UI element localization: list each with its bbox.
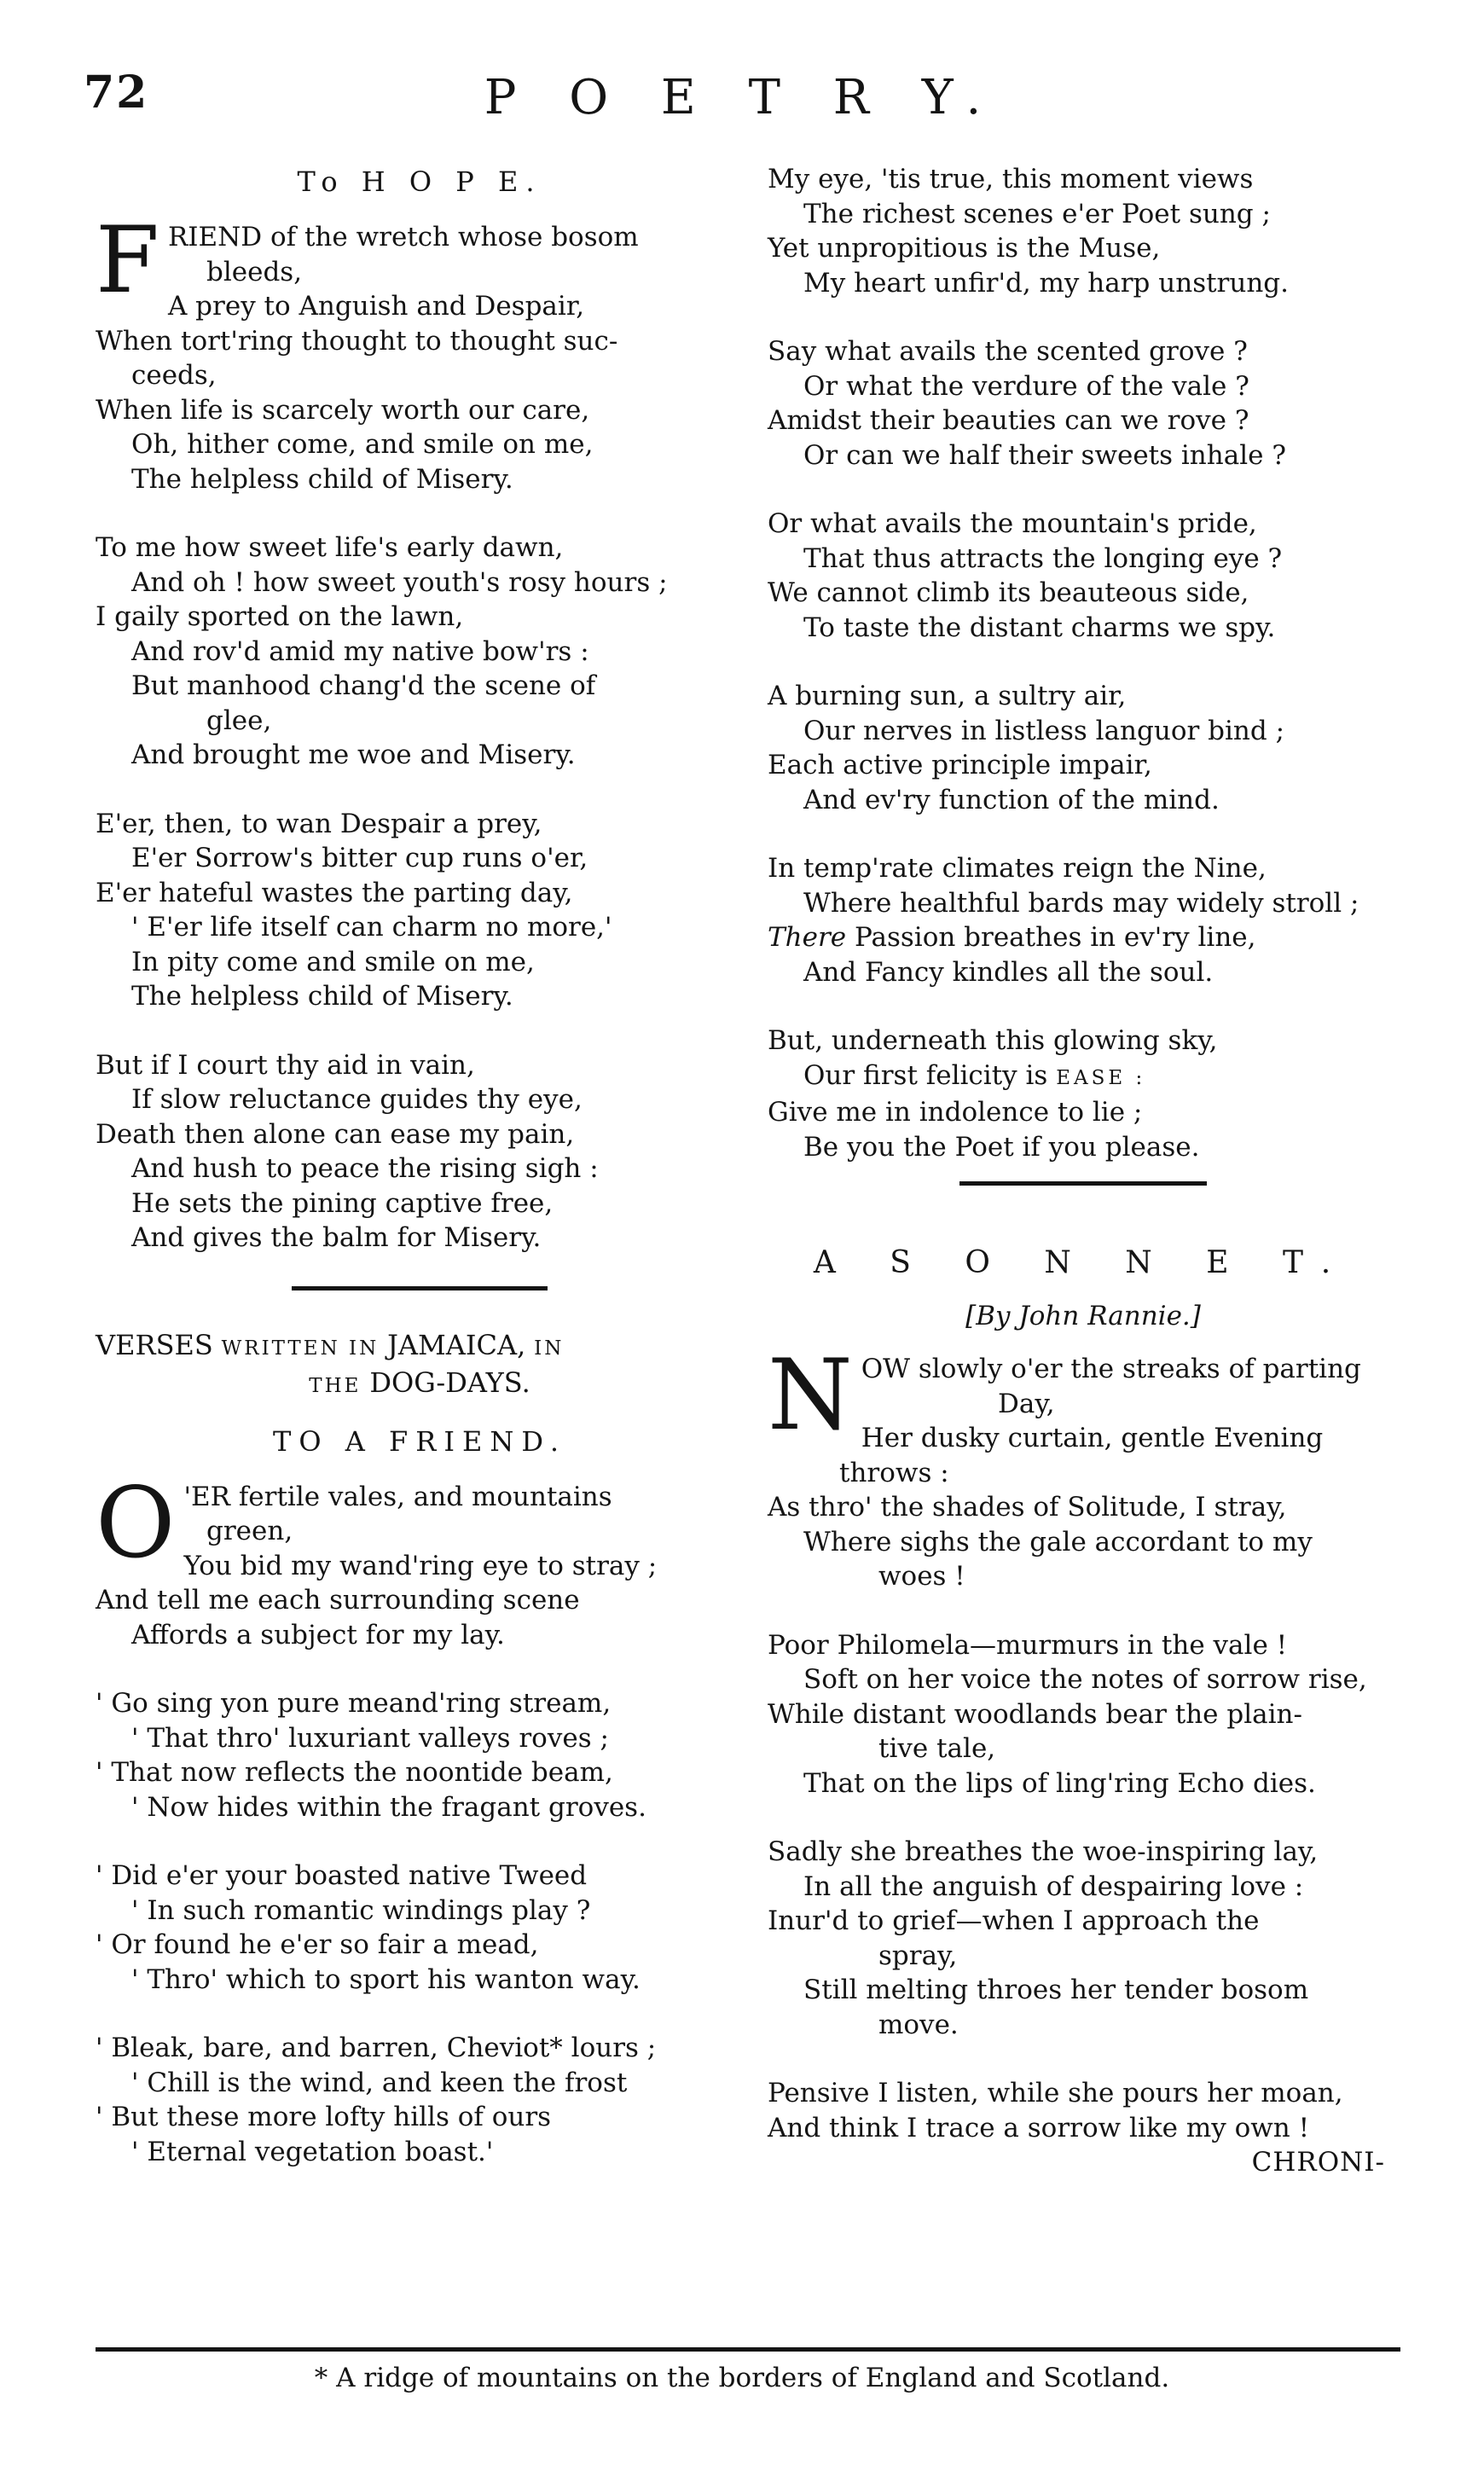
stanza	[768, 2076, 1399, 2180]
poem-line: Pensive I listen, while she pours her moan,	[768, 2078, 1343, 2108]
poem-line: If slow reluctance guides thy eye,	[131, 1084, 583, 1115]
poem-line: Give me in indolence to lie ;	[768, 1097, 1143, 1128]
poem-line: While distant woodlands bear the plain-	[768, 1698, 1302, 1730]
poem-line: ' Bleak, bare, and barren, Cheviot* lours ;	[96, 2033, 657, 2063]
catchword: CHRONI-	[1251, 2147, 1385, 2178]
poem-line: You bid my wand'ring eye to stray ;	[183, 1550, 658, 1581]
poem-line: Day,	[998, 1388, 1055, 1419]
poem-line: Soft on her voice the notes of sorrow rise,	[803, 1664, 1367, 1695]
poem-line: The richest scenes e'er Poet sung ;	[803, 198, 1271, 229]
stanza-gap	[768, 1801, 1399, 1835]
poem-line: bleeds,	[206, 256, 303, 287]
poem-line: OW slowly o'er the streaks of parting	[861, 1354, 1361, 1384]
poem-line: Oh, hither come, and smile on me,	[131, 429, 594, 460]
poem-line: In temp'rate climates reign the Nine,	[768, 853, 1267, 884]
sonnet-title: A S O N N E T.	[813, 1245, 1354, 1280]
poem-line: My heart unfir'd, my harp unstrung.	[803, 267, 1290, 299]
stanza	[96, 1048, 744, 1256]
poem-line: ' Thro' which to sport his wanton way.	[131, 1963, 641, 1995]
poem-line	[768, 1058, 1399, 1096]
poem-line: E'er Sorrow's bitter cup runs o'er,	[131, 843, 588, 873]
poem-line: Amidst their beauties can we rove ?	[768, 405, 1249, 436]
stanza	[96, 807, 744, 1014]
poem-line: That on the lips of ling'ring Echo dies.	[803, 1767, 1316, 1799]
poem-line: In pity come and smile on me,	[131, 946, 535, 977]
poem-line: A prey to Anguish and Despair,	[167, 291, 585, 322]
stanza-gap	[768, 300, 1399, 334]
line-start: Our first felicity is	[803, 1059, 1048, 1091]
verses-title	[96, 1328, 744, 1403]
poem-line: ' Eternal vegetation boast.'	[131, 2136, 494, 2167]
poem-line: And tell me each surrounding scene	[96, 1585, 580, 1615]
poem-line: glee,	[206, 705, 272, 736]
poem-line: And rov'd amid my native bow'rs :	[131, 635, 589, 667]
jamaica-poem-part2	[768, 162, 1399, 1164]
poem-line: And hush to peace the rising sigh :	[131, 1153, 599, 1184]
poem-line: Her dusky curtain, gentle Evening	[861, 1423, 1324, 1453]
line-remainder: Passion breathes in ev'ry line,	[855, 922, 1256, 953]
to-hope-title: To H O P E.	[297, 165, 542, 198]
stanza	[96, 1686, 744, 1824]
poem-line: Our nerves in listless languor bind ;	[803, 715, 1285, 746]
stanza	[768, 507, 1399, 645]
poem-line: To me how sweet life's early dawn,	[96, 532, 564, 563]
stanza	[768, 1024, 1399, 1164]
right-column	[768, 162, 1399, 2180]
poem-line: ' E'er life itself can charm no more,'	[131, 912, 612, 942]
poem-line: He sets the pining captive free,	[131, 1187, 554, 1219]
section-divider	[292, 1286, 548, 1290]
poem-line: Or what the verdure of the vale ?	[803, 370, 1249, 402]
stanza	[768, 162, 1399, 300]
verses-title-word: IN	[534, 1337, 565, 1360]
poem-line: When tort'ring thought to thought suc-	[96, 325, 618, 357]
poem-line: woes !	[878, 1561, 965, 1592]
poem-line: Inur'd to grief—when I approach the	[768, 1905, 1260, 1936]
poem-line: throws :	[839, 1457, 949, 1488]
poem-line: ' Go sing yon pure meand'ring stream,	[96, 1688, 612, 1719]
stanza	[768, 1835, 1399, 2042]
poem-line: And brought me woe and Misery.	[131, 740, 576, 770]
poem-line: Yet unpropitious is the Muse,	[768, 233, 1161, 264]
verses-title-word: WRITTEN IN	[221, 1337, 380, 1360]
page-number: 72	[84, 67, 149, 119]
stanza-gap	[96, 773, 744, 807]
poem-line: To taste the distant charms we spy.	[803, 612, 1276, 643]
poem-line: And Fancy kindles all the soul.	[803, 956, 1214, 988]
poem-line: Or can we half their sweets inhale ?	[803, 439, 1286, 471]
stanza-gap	[768, 473, 1399, 507]
verses-title-word: JAMAICA,	[387, 1328, 526, 1361]
poem-line: 'ER fertile vales, and mountains	[183, 1481, 612, 1512]
poem-line: ' Now hides within the fragant groves.	[131, 1791, 646, 1823]
stanza	[768, 679, 1399, 817]
drop-cap: F	[96, 207, 159, 314]
poem-line: ' Did e'er your boasted native Tweed	[96, 1860, 588, 1891]
footer-rule	[96, 2347, 1400, 2352]
jamaica-poem-part1	[96, 1465, 744, 2170]
poem-line: And think I trace a sorrow like my own !	[768, 2112, 1310, 2143]
poem-line: ' In such romantic windings play ?	[131, 1894, 591, 1926]
footnote: * A ridge of mountains on the borders of England and Scotland.	[314, 2363, 1170, 2393]
poem-line: In all the anguish of despairing love :	[803, 1870, 1304, 1902]
smallcaps-word: EASE :	[1056, 1066, 1146, 1089]
stanza	[768, 1628, 1399, 1801]
poem-line: Death then alone can ease my pain,	[96, 1118, 575, 1150]
poem-line: green,	[206, 1516, 293, 1546]
stanza-gap	[768, 2042, 1399, 2076]
poem-line: Poor Philomela—murmurs in the vale !	[768, 1629, 1288, 1661]
poem-line: Be you the Poet if you please.	[803, 1131, 1200, 1163]
stanza	[96, 1465, 744, 1653]
poem-line: I gaily sported on the lawn,	[96, 601, 464, 632]
stanza	[768, 1338, 1399, 1594]
poem-line: ' Or found he e'er so fair a mead,	[96, 1929, 539, 1960]
poem-line: Where sighs the gale accordant to my	[803, 1526, 1313, 1557]
poem-line: Still melting throes her tender bosom	[803, 1975, 1309, 2005]
poem-line: My eye, 'tis true, this moment views	[768, 164, 1254, 194]
stanza	[768, 334, 1399, 473]
poem-line: move.	[878, 2009, 959, 2040]
poem-line: Or what avails the mountain's pride,	[768, 508, 1257, 539]
drop-cap: N	[768, 1338, 853, 1452]
poem-line: ' That now reflects the noontide beam,	[96, 1757, 613, 1788]
sonnet-byline: [By John Rannie.]	[965, 1301, 1201, 1331]
verses-title-word: THE	[309, 1374, 362, 1397]
poem-line: Each active principle impair,	[768, 750, 1152, 780]
poem-line: spray,	[878, 1940, 958, 1971]
stanza	[96, 2031, 744, 2169]
stanza-gap	[768, 1594, 1399, 1628]
stanza-gap	[96, 496, 744, 531]
running-head: P O E T R Y.	[484, 70, 1000, 125]
stanza	[96, 1859, 744, 1997]
drop-cap: O	[96, 1465, 176, 1580]
sonnet-poem	[768, 1338, 1399, 2180]
poem-line: The helpless child of Misery.	[131, 463, 513, 495]
stanza-gap	[96, 1824, 744, 1859]
poem-line: And gives the balm for Misery.	[131, 1222, 542, 1253]
poem-line: That thus attracts the longing eye ?	[803, 542, 1283, 574]
verses-title-word: VERSES	[96, 1328, 213, 1361]
stanza-gap	[768, 645, 1399, 679]
stanza-gap	[96, 1652, 744, 1686]
poem-line	[768, 920, 1399, 955]
to-a-friend-title: TO A FRIEND.	[272, 1424, 566, 1458]
poem-line: But, underneath this glowing sky,	[768, 1025, 1218, 1056]
poem-line: Affords a subject for my lay.	[131, 1619, 505, 1650]
poem-line: But manhood chang'd the scene of	[131, 670, 596, 701]
poem-line: A burning sun, a sultry air,	[768, 681, 1127, 711]
poem-line: ' But these more lofty hills of ours	[96, 2102, 552, 2132]
poem-line: ' Chill is the wind, and keen the frost	[131, 2067, 628, 2098]
poem-line: ' That thro' luxuriant valleys roves ;	[131, 1722, 609, 1754]
italic-word: There	[768, 922, 847, 953]
poem-line: But if I court thy aid in vain,	[96, 1049, 475, 1081]
verses-title-word: DOG-DAYS.	[369, 1366, 530, 1399]
poem-line: ceeds,	[131, 360, 217, 391]
stanza	[96, 207, 744, 496]
poem-line: Sadly she breathes the woe-inspiring lay,	[768, 1836, 1319, 1867]
poem-line: And oh ! how sweet youth's rosy hours ;	[131, 566, 668, 598]
stanza-gap	[96, 1014, 744, 1048]
left-column	[96, 162, 744, 2169]
poem-line: Say what avails the scented grove ?	[768, 336, 1248, 367]
poem-line: E'er hateful wastes the parting day,	[96, 877, 573, 908]
poem-line: tive tale,	[878, 1733, 996, 1764]
poem-line: The helpless child of Misery.	[131, 981, 513, 1012]
stanza	[768, 851, 1399, 989]
poem-line: When life is scarcely worth our care,	[96, 394, 590, 426]
poem-line: Where healthful bards may widely stroll ;	[803, 887, 1359, 919]
stanza-gap	[768, 989, 1399, 1024]
poem-line: RIEND of the wretch whose bosom	[167, 222, 639, 252]
stanza-gap	[768, 817, 1399, 851]
poem-line: E'er, then, to wan Despair a prey,	[96, 808, 542, 839]
stanza	[96, 531, 744, 773]
poem-line: We cannot climb its beauteous side,	[768, 577, 1249, 608]
poem-line: And ev'ry function of the mind.	[803, 784, 1220, 815]
poem-line: As thro' the shades of Solitude, I stray,	[768, 1492, 1287, 1522]
stanza-gap	[96, 1997, 744, 2031]
section-divider	[959, 1181, 1207, 1186]
to-hope-poem	[96, 207, 744, 1256]
